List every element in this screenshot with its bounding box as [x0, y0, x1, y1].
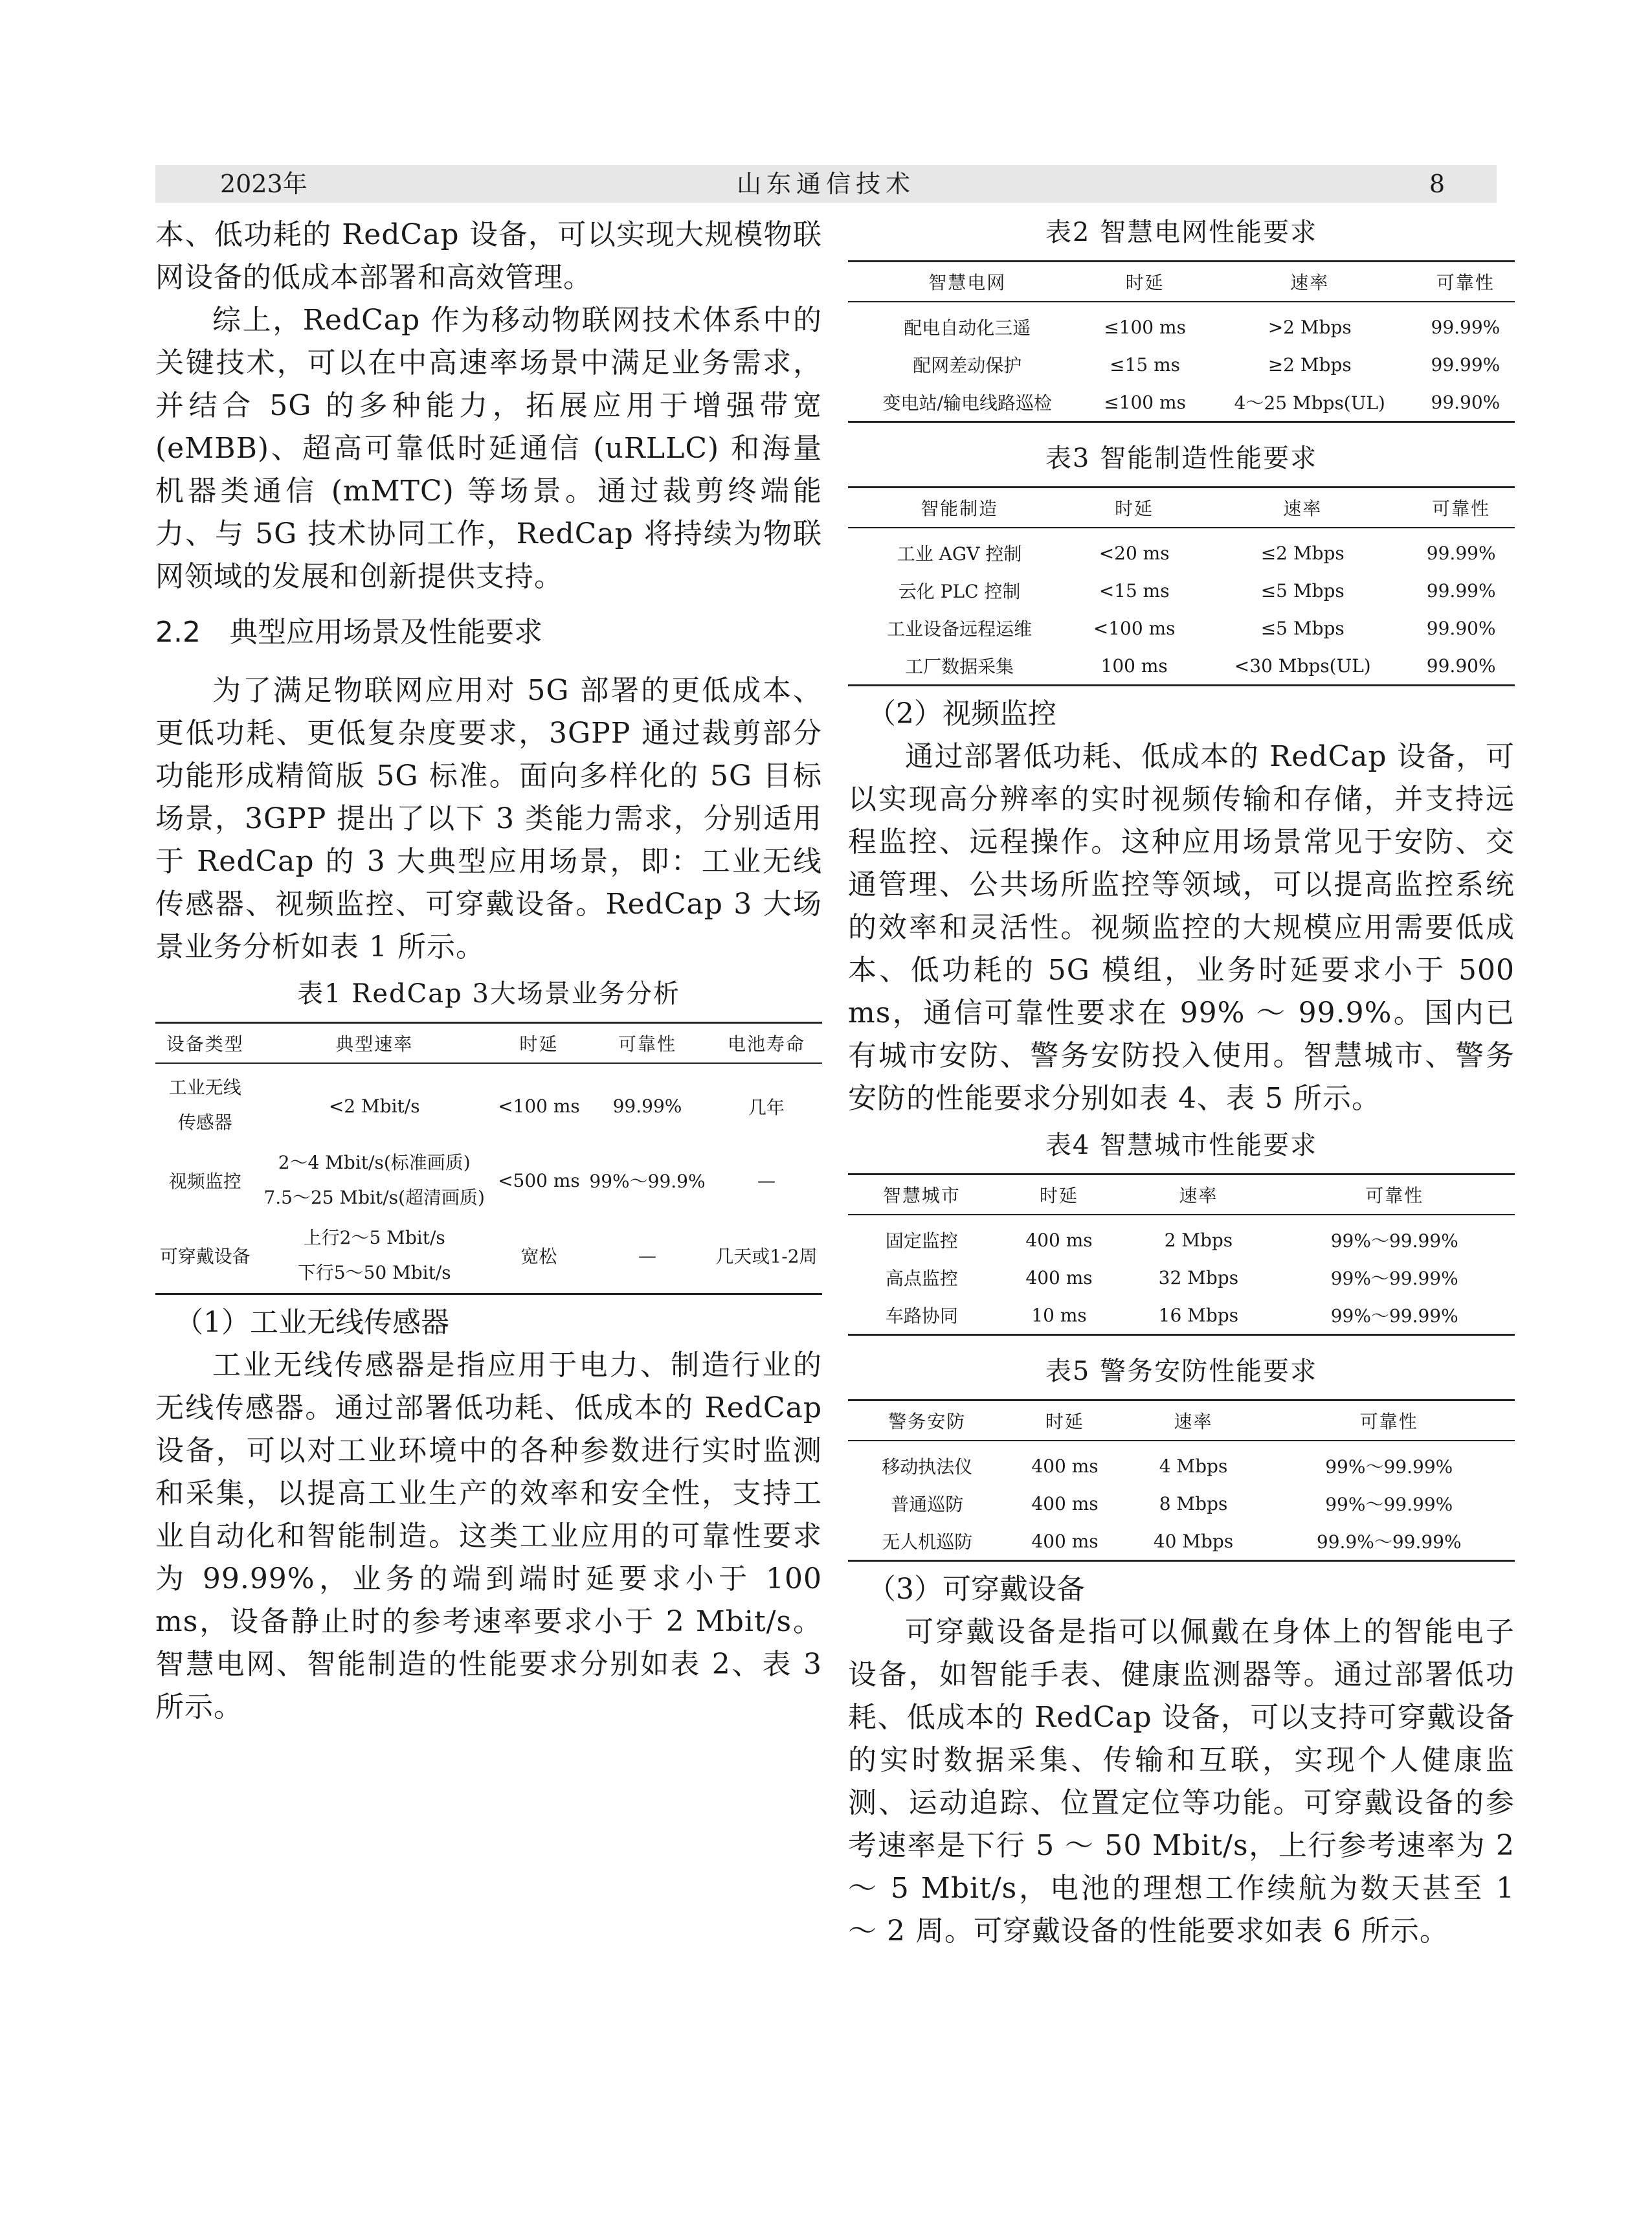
table4-cell: 2 Mbps [1164, 1229, 1233, 1251]
table3-caption: 表3 智能制造性能要求 [1045, 444, 1318, 473]
table4-cell: 99%～99.99% [1330, 1268, 1458, 1289]
table2-cell: >2 Mbps [1267, 316, 1352, 338]
table4-cell: 车路协同 [885, 1305, 958, 1327]
table1-header: 典型速率 [255, 1023, 494, 1064]
table4-header: 时延 [996, 1175, 1123, 1215]
table2-cell: 4～25 Mbps(UL) [1234, 392, 1385, 414]
subsection-1: （1）工业无线传感器 [175, 1306, 449, 1339]
table1-cell: 工业无线 传感器 [168, 1077, 241, 1133]
paragraph-5: 通过部署低功耗、低成本的 RedCap 设备，可以实现高分辨率的实时视频传输和存储，并支持远程监控、远程操作。这种应用场景常见于安防、交通管理、公共场所监控等领域，可以提高监控系统的效率和灵活性。视频监控的大规模应用需要低成本、低功耗的 5G 模组，业务时延要求小于 500 ms，通信可靠性要求在 99% ～ 99.9%。国内已有城市安防、警务安防投入使用。智慧城市、警务安防的性能要求分别如表 4、表 5 所示。 [848, 740, 1515, 1115]
table3-header: 速率 [1198, 488, 1407, 528]
paragraph-1: 本、低功耗的 RedCap 设备，可以实现大规模物联网设备的低成本部署和高效管理。 [155, 218, 822, 294]
table3-cell: ≤5 Mbps [1260, 617, 1345, 639]
table3-cell: ≤2 Mbps [1260, 542, 1345, 564]
table2-cell: 99.90% [1431, 391, 1501, 413]
table3-header: 智能制造 [848, 488, 1071, 528]
table1-cell: — [638, 1244, 656, 1266]
table3-row [848, 572, 1515, 609]
table1-cell: <500 ms [498, 1169, 580, 1191]
table4-header: 速率 [1122, 1175, 1274, 1215]
table3-header: 时延 [1071, 488, 1198, 528]
table5-row [848, 1441, 1515, 1485]
table4-cell: 400 ms [1025, 1229, 1093, 1251]
table3-cell: 99.90% [1426, 655, 1496, 677]
table2-header: 可靠性 [1416, 262, 1515, 302]
table4-cell: 400 ms [1025, 1266, 1093, 1288]
table3-header: 可靠性 [1407, 488, 1515, 528]
table1-row [155, 1063, 822, 1143]
table1-header: 电池寿命 [711, 1023, 822, 1064]
right-column [848, 214, 1515, 1953]
table5-row [848, 1522, 1515, 1561]
table-5 [848, 1399, 1515, 1562]
table4-row [848, 1215, 1515, 1259]
paragraph-2: 综上，RedCap 作为移动物联网技术体系中的关键技术，可以在中高速率场景中满足业务需求，并结合 5G 的多种能力，拓展应用于增强带宽 (eMBB)、超高可靠低时延通信 (uRLLC) 和海量机器类通信 (mMTC) 等场景。通过裁剪终端能力、与 5G 技术协同工作，RedCap 将持续为物联网领域的发展和创新提供支持。 [155, 304, 822, 593]
table5-cell: 99%～99.99% [1325, 1494, 1453, 1515]
table-2 [848, 260, 1515, 423]
table2-cell: 配电自动化三遥 [904, 317, 1031, 339]
table4-cell: 16 Mbps [1158, 1304, 1239, 1326]
table2-cell: ≤100 ms [1104, 391, 1186, 413]
table3-cell: ≤5 Mbps [1260, 579, 1345, 601]
table1-header: 时延 [494, 1023, 584, 1064]
table2-cell: 99.99% [1431, 354, 1501, 376]
table-4 [848, 1173, 1515, 1336]
journal-name: 山东通信技术 [736, 170, 915, 198]
table5-cell: 40 Mbps [1153, 1530, 1234, 1552]
table5-cell: 8 Mbps [1159, 1492, 1228, 1514]
table4-header: 可靠性 [1274, 1175, 1515, 1215]
section-heading: 2.2 典型应用场景及性能要求 [155, 616, 542, 649]
page-number: 8 [1429, 170, 1445, 198]
table5-row [848, 1485, 1515, 1522]
running-header [155, 165, 1497, 203]
table2-cell: ≥2 Mbps [1267, 354, 1352, 376]
table5-header: 时延 [1006, 1400, 1123, 1441]
table1-row [155, 1143, 822, 1218]
table3-cell: 云化 PLC 控制 [898, 581, 1021, 602]
table1-cell: 99%～99.9% [589, 1171, 706, 1192]
table1-cell: 可穿戴设备 [159, 1246, 251, 1267]
table1-caption: 表1 RedCap 3大场景业务分析 [297, 979, 680, 1009]
table2-cell: ≤100 ms [1104, 316, 1186, 338]
table4-cell: 99%～99.99% [1330, 1305, 1458, 1327]
table1-cell: <2 Mbit/s [328, 1096, 420, 1117]
table4-cell: 32 Mbps [1158, 1266, 1239, 1288]
table5-cell: 99%～99.99% [1325, 1456, 1453, 1478]
table3-cell: <20 ms [1099, 542, 1170, 564]
table5-header: 警务安防 [848, 1400, 1006, 1441]
table2-cell: 变电站/输电线路巡检 [882, 392, 1052, 414]
subsection-2: （2）视频监控 [867, 697, 1056, 730]
table3-row [848, 528, 1515, 572]
table5-cell: 99.9%～99.99% [1316, 1531, 1462, 1553]
paragraph-3: 为了满足物联网应用对 5G 部署的更低成本、更低功耗、更低复杂度要求，3GPP 通过裁剪部分功能形成精简版 5G 标准。面向多样化的 5G 目标场景，3GPP 提出了以下 3 类能力需求，分别适用于 RedCap 的 3 大典型应用场景，即：工业无线传感器、视频监控、可穿戴设备。RedCap 3 大场景业务分析如表 1 所示。 [155, 674, 822, 963]
table3-cell: 工业 AGV 控制 [897, 543, 1022, 565]
table1-header: 设备类型 [155, 1023, 255, 1064]
table2-caption: 表2 智慧电网性能要求 [1045, 218, 1318, 247]
table2-header: 时延 [1087, 262, 1203, 302]
table1-cell: 99.99% [612, 1096, 682, 1117]
table1-cell: 几天或1-2周 [715, 1246, 818, 1267]
table2-header: 速率 [1203, 262, 1416, 302]
table1-cell: — [757, 1169, 776, 1191]
table5-header: 速率 [1124, 1400, 1264, 1441]
table4-cell: 99%～99.99% [1330, 1230, 1458, 1252]
table2-row [848, 346, 1515, 383]
table4-header: 智慧城市 [848, 1175, 996, 1215]
table4-row [848, 1259, 1515, 1296]
table4-cell: 10 ms [1031, 1304, 1087, 1326]
table1-cell: 宽松 [520, 1246, 557, 1267]
header-year: 2023年 [220, 170, 307, 198]
table1-cell: 视频监控 [168, 1171, 241, 1192]
table5-cell: 400 ms [1031, 1530, 1099, 1552]
table1-cell: 几年 [748, 1096, 785, 1118]
table3-cell: <100 ms [1093, 617, 1176, 639]
table3-cell: 工业设备远程运维 [887, 618, 1032, 640]
table-3 [848, 486, 1515, 686]
left-column [155, 214, 822, 1729]
table5-cell: 4 Mbps [1159, 1455, 1228, 1477]
table2-cell: ≤15 ms [1110, 354, 1181, 376]
table1-header: 可靠性 [584, 1023, 711, 1064]
table3-cell: 工厂数据采集 [905, 656, 1014, 677]
table1-row [155, 1218, 822, 1294]
table-1 [155, 1022, 822, 1295]
paragraph-6: 可穿戴设备是指可以佩戴在身体上的智能电子设备，如智能手表、健康监测器等。通过部署低功耗、低成本的 RedCap 设备，可以支持可穿戴设备的实时数据采集、传输和互联，实现个人健康监测、运动追踪、位置定位等功能。可穿戴设备的参考速率是下行 5 ～ 50 Mbit/s，上行参考速率为 2 ～ 5 Mbit/s，电池的理想工作续航为数天甚至 1 ～ 2 周。可穿戴设备的性能要求如表 6 所示。 [848, 1615, 1515, 1948]
table5-cell: 普通巡防 [891, 1494, 964, 1515]
table3-cell: 99.99% [1426, 579, 1496, 601]
table1-cell: 上行2～5 Mbit/s 下行5～50 Mbit/s [297, 1227, 451, 1283]
paragraph-4: 工业无线传感器是指应用于电力、制造行业的无线传感器。通过部署低功耗、低成本的 RedCap 设备，可以对工业环境中的各种参数进行实时监测和采集，以提高工业生产的效率和安全性，支持工业自动化和智能制造。这类工业应用的可靠性要求为 99.99%，业务的端到端时延要求小于 100 ms，设备静止时的参考速率要求小于 2 Mbit/s。智慧电网、智能制造的性能要求分别如表 2、表 3 所示。 [155, 1349, 822, 1724]
table5-cell: 400 ms [1031, 1455, 1099, 1477]
table3-row [848, 647, 1515, 686]
table2-cell: 99.99% [1431, 316, 1501, 338]
table3-cell: 99.99% [1426, 542, 1496, 564]
table2-cell: 配网差动保护 [913, 355, 1022, 376]
table5-cell: 400 ms [1031, 1492, 1099, 1514]
table3-cell: 99.90% [1426, 617, 1496, 639]
table1-cell: 2～4 Mbit/s(标准画质) 7.5～25 Mbit/s(超清画质) [263, 1152, 485, 1208]
table3-cell: <30 Mbps(UL) [1234, 655, 1371, 677]
table3-cell: 100 ms [1100, 655, 1168, 677]
table1-cell: <100 ms [498, 1096, 580, 1117]
table5-caption: 表5 警务安防性能要求 [1045, 1356, 1318, 1386]
table2-row [848, 302, 1515, 346]
table3-row [848, 609, 1515, 647]
table2-header: 智慧电网 [848, 262, 1087, 302]
subsection-3: （3）可穿戴设备 [867, 1573, 1085, 1606]
table4-row [848, 1296, 1515, 1335]
table5-header: 可靠性 [1263, 1400, 1515, 1441]
table2-row [848, 383, 1515, 422]
table4-cell: 高点监控 [885, 1268, 958, 1289]
table3-cell: <15 ms [1099, 579, 1170, 601]
table4-caption: 表4 智慧城市性能要求 [1045, 1130, 1318, 1160]
table5-cell: 无人机巡防 [882, 1531, 973, 1553]
table5-cell: 移动执法仪 [882, 1456, 973, 1478]
table4-cell: 固定监控 [885, 1230, 958, 1252]
